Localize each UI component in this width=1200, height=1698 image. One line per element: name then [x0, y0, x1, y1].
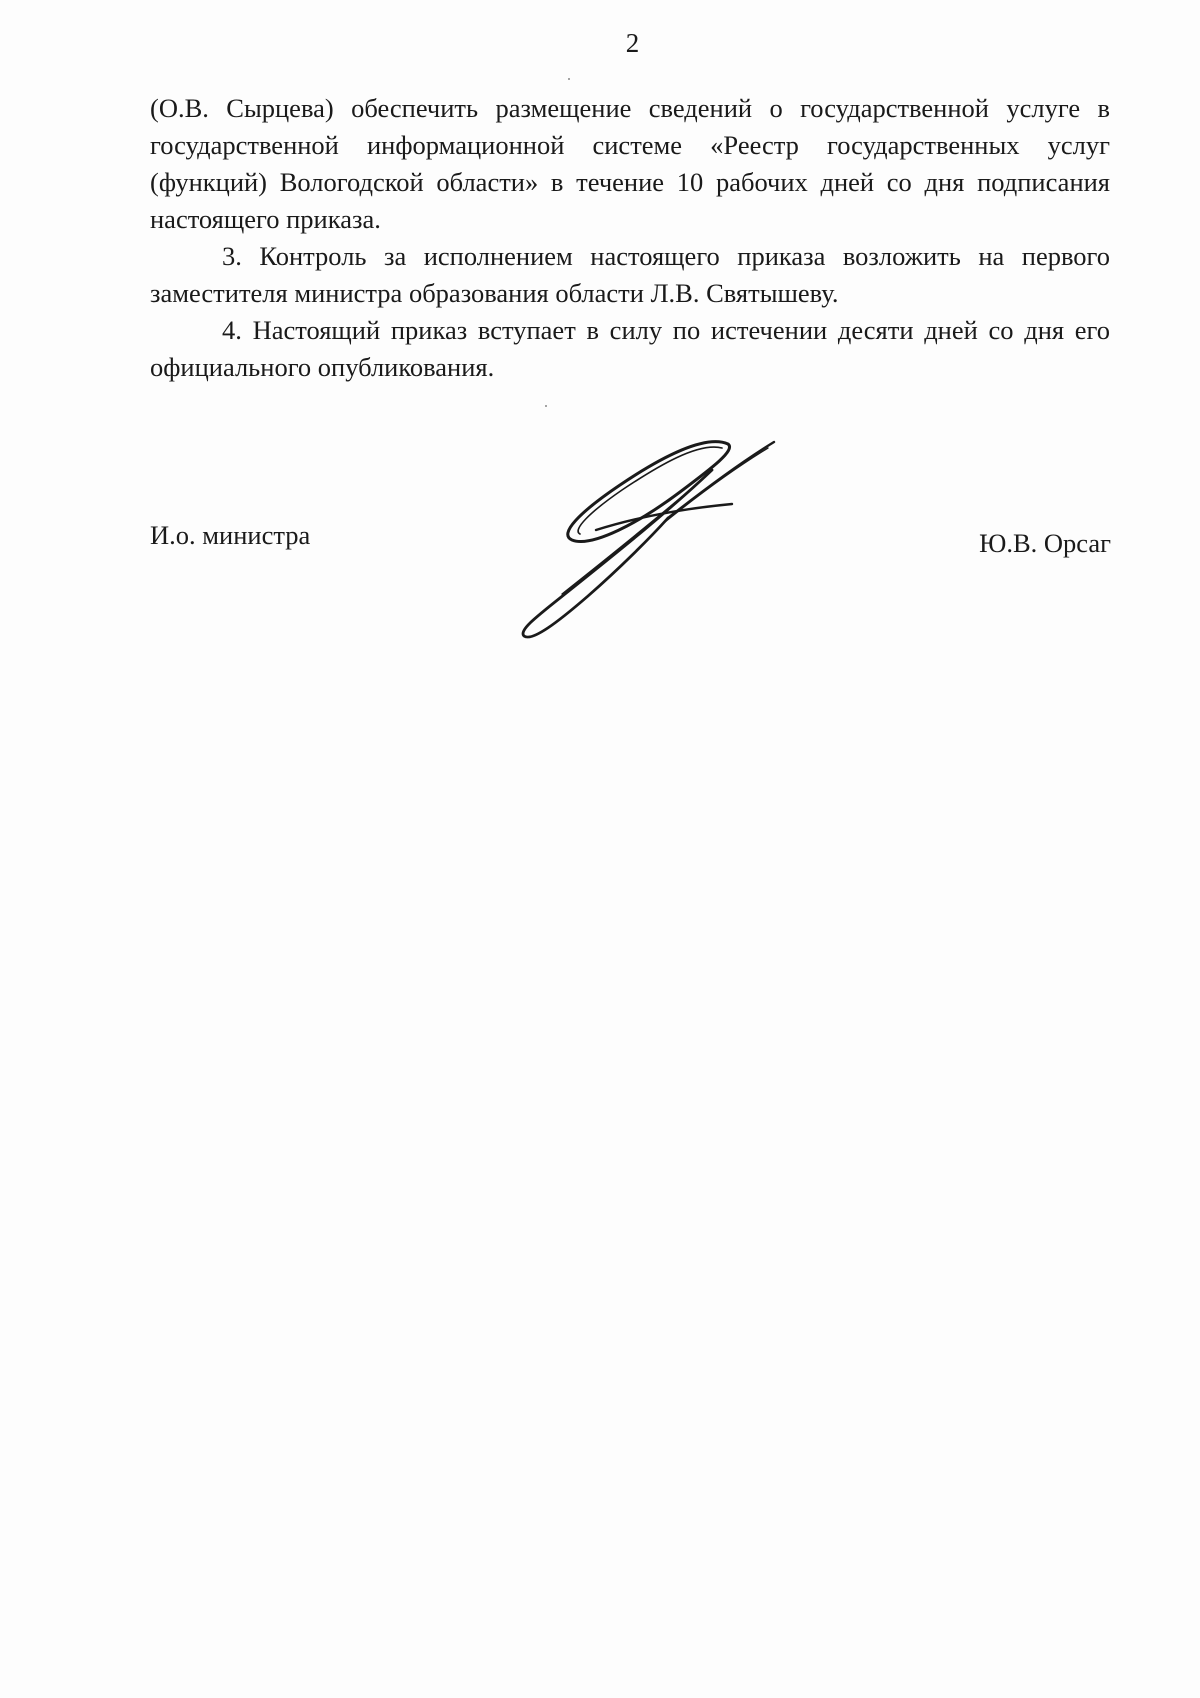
page-number: 2	[625, 28, 640, 58]
scan-speck	[568, 78, 570, 80]
scan-speck	[545, 405, 547, 407]
handwritten-signature-icon	[500, 430, 810, 650]
paragraph-item-4: 4. Настоящий приказ вступает в силу по истечении десяти дней со дня его официального опубликования.	[150, 315, 1110, 382]
paragraph-item-3: 3. Контроль за исполнением настоящего приказа возложить на первого заместителя министра образования области Л.В. Святышеву.	[150, 241, 1110, 308]
signatory-name: Ю.В. Орсаг	[979, 528, 1111, 558]
document-body	[150, 90, 1110, 386]
paragraph-continuation: (О.В. Сырцева) обеспечить размещение сведений о государственной услуге в государственной информационной системе «Реестр государственных услуг (функций) Вологодской области» в течение 10 рабочих дней со дня подписания настоящего приказа.	[150, 93, 1110, 234]
signatory-position: И.о. министра	[150, 520, 311, 550]
signature-block	[0, 430, 1200, 670]
